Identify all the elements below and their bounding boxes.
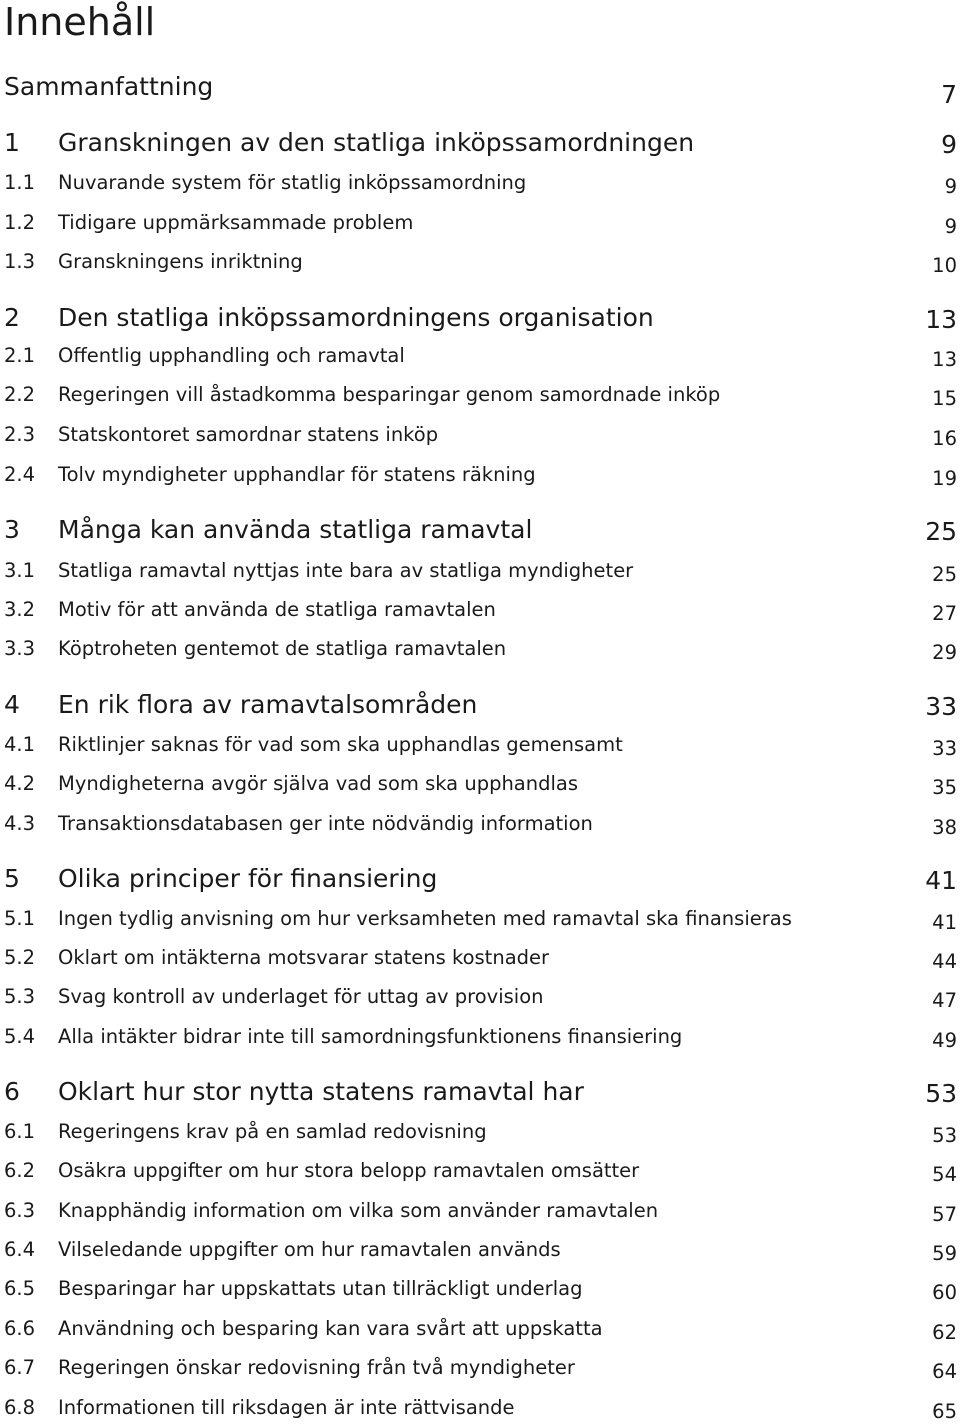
toc-subsection-entry[interactable] — [0, 423, 960, 450]
toc-subsection-entry[interactable] — [0, 1317, 960, 1344]
toc-subsection-entry[interactable] — [0, 637, 960, 664]
toc-subsection-entry[interactable] — [0, 463, 960, 490]
toc-entry-page-number: 64 — [932, 1360, 957, 1383]
toc-entry-number: 6.8 — [4, 1396, 36, 1419]
toc-entry-label: Informationen till riksdagen är inte rättvisande — [58, 1396, 515, 1419]
toc-entry-page-number: 62 — [932, 1321, 957, 1344]
toc-entry-page-number: 15 — [932, 387, 957, 410]
toc-subsection-entry[interactable] — [0, 1396, 960, 1423]
toc-entry-number: 4.3 — [4, 812, 36, 835]
toc-entry-number: 2.3 — [4, 423, 36, 446]
toc-entry-label: Den statliga inköpssamordningens organisation — [58, 303, 654, 332]
toc-entry-label: Regeringens krav på en samlad redovisning — [58, 1120, 487, 1143]
toc-entry-number: 5.2 — [4, 946, 36, 969]
toc-chapter-entry[interactable] — [0, 1077, 960, 1107]
toc-entry-page-number: 16 — [932, 427, 957, 450]
toc-entry-number: 3.1 — [4, 559, 36, 582]
toc-subsection-entry[interactable] — [0, 907, 960, 934]
toc-entry-label: Alla intäkter bidrar inte till samordningsfunktionens finansiering — [58, 1025, 683, 1048]
toc-entry-page-number: 25 — [925, 517, 957, 546]
toc-entry-label: Myndigheterna avgör själva vad som ska upphandlas — [58, 772, 579, 795]
toc-chapter-entry[interactable] — [0, 515, 960, 545]
toc-entry-label: Regeringen vill åstadkomma besparingar genom samordnade inköp — [58, 383, 721, 406]
toc-entry-page-number: 47 — [932, 989, 957, 1012]
toc-entry-label: Transaktionsdatabasen ger inte nödvändig information — [58, 812, 593, 835]
toc-entry-number: 1.1 — [4, 171, 36, 194]
toc-entry-number: 6.5 — [4, 1277, 36, 1300]
toc-subsection-entry[interactable] — [0, 344, 960, 371]
toc-entry-label: Besparingar har uppskattats utan tillräckligt underlag — [58, 1277, 583, 1300]
toc-entry-page-number: 13 — [932, 348, 957, 371]
toc-entry-page-number: 9 — [941, 130, 957, 159]
toc-subsection-entry[interactable] — [0, 772, 960, 799]
toc-entry-label: Oklart hur stor nytta statens ramavtal har — [58, 1077, 584, 1106]
toc-entry-page-number: 53 — [925, 1079, 957, 1108]
toc-entry-page-number: 13 — [925, 305, 957, 334]
toc-entry-label: Olika principer för finansiering — [58, 864, 438, 893]
toc-entry-page-number: 27 — [932, 602, 957, 625]
toc-entry-page-number: 57 — [932, 1203, 957, 1226]
toc-chapter-entry[interactable] — [0, 128, 960, 158]
toc-entry-number: 4 — [4, 690, 20, 719]
toc-entry-label: Osäkra uppgifter om hur stora belopp ramavtalen omsätter — [58, 1159, 640, 1182]
toc-entry-label: Tidigare uppmärksammade problem — [58, 211, 414, 234]
toc-entry-number: 6.4 — [4, 1238, 36, 1261]
toc-entry-page-number: 25 — [932, 563, 957, 586]
toc-subsection-entry[interactable] — [0, 1159, 960, 1186]
toc-entry-page-number: 9 — [944, 175, 957, 198]
toc-entry-label: Vilseledande uppgifter om hur ramavtalen används — [58, 1238, 561, 1261]
toc-entry-label: Sammanfattning — [4, 72, 214, 101]
toc-subsection-entry[interactable] — [0, 1199, 960, 1226]
toc-entry-number: 6.3 — [4, 1199, 36, 1222]
toc-entry-page-number: 33 — [925, 692, 957, 721]
toc-entry-number: 2.1 — [4, 344, 36, 367]
toc-entry-label: Köptroheten gentemot de statliga ramavtalen — [58, 637, 507, 660]
page-title: Innehåll — [4, 0, 156, 44]
toc-entry-number: 6.7 — [4, 1356, 36, 1379]
toc-subsection-entry[interactable] — [0, 1238, 960, 1265]
toc-entry-number: 4.2 — [4, 772, 36, 795]
toc-subsection-entry[interactable] — [0, 946, 960, 973]
toc-entry-label: Riktlinjer saknas för vad som ska upphandlas gemensamt — [58, 733, 623, 756]
toc-entry-page-number: 49 — [932, 1029, 957, 1052]
toc-entry-number: 5 — [4, 864, 20, 893]
toc-entry[interactable] — [0, 72, 960, 109]
toc-subsection-entry[interactable] — [0, 598, 960, 625]
toc-entry-page-number: 7 — [941, 80, 957, 109]
toc-entry-label: Knapphändig information om vilka som använder ramavtalen — [58, 1199, 659, 1222]
toc-entry-label: Statskontoret samordnar statens inköp — [58, 423, 439, 446]
toc-entry-number: 4.1 — [4, 733, 36, 756]
toc-entry-page-number: 41 — [925, 866, 957, 895]
toc-subsection-entry[interactable] — [0, 383, 960, 410]
toc-entry-label: Nuvarande system för statlig inköpssamordning — [58, 171, 527, 194]
toc-entry-label: Svag kontroll av underlaget för uttag av provision — [58, 985, 544, 1008]
toc-subsection-entry[interactable] — [0, 733, 960, 760]
toc-subsection-entry[interactable] — [0, 211, 960, 238]
toc-entry-number: 5.3 — [4, 985, 36, 1008]
toc-entry-label: Tolv myndigheter upphandlar för statens räkning — [58, 463, 536, 486]
toc-entry-label: Regeringen önskar redovisning från två myndigheter — [58, 1356, 575, 1379]
toc-entry-number: 3.2 — [4, 598, 36, 621]
toc-entry-page-number: 41 — [932, 911, 957, 934]
toc-entry-label: Användning och besparing kan vara svårt att uppskatta — [58, 1317, 603, 1340]
toc-subsection-entry[interactable] — [0, 1025, 960, 1052]
toc-entry-number: 5.1 — [4, 907, 36, 930]
toc-chapter-entry[interactable] — [0, 690, 960, 720]
toc-entry-page-number: 29 — [932, 641, 957, 664]
toc-entry-page-number: 53 — [932, 1124, 957, 1147]
toc-subsection-entry[interactable] — [0, 812, 960, 839]
toc-entry-page-number: 44 — [932, 950, 957, 973]
toc-subsection-entry[interactable] — [0, 1356, 960, 1383]
toc-entry-label: Motiv för att använda de statliga ramavtalen — [58, 598, 496, 621]
toc-subsection-entry[interactable] — [0, 250, 960, 277]
toc-subsection-entry[interactable] — [0, 1277, 960, 1304]
toc-entry-page-number: 33 — [932, 737, 957, 760]
toc-entry-page-number: 54 — [932, 1163, 957, 1186]
toc-entry-number: 5.4 — [4, 1025, 36, 1048]
toc-entry-label: En rik flora av ramavtalsområden — [58, 690, 478, 719]
toc-entry-page-number: 59 — [932, 1242, 957, 1265]
toc-entry-label: Offentlig upphandling och ramavtal — [58, 344, 405, 367]
toc-entry-page-number: 60 — [932, 1281, 957, 1304]
toc-entry-label: Oklart om intäkterna motsvarar statens kostnader — [58, 946, 550, 969]
toc-entry-label: Granskningen av den statliga inköpssamordningen — [58, 128, 695, 157]
toc-entry-page-number: 65 — [932, 1400, 957, 1423]
toc-entry-number: 6 — [4, 1077, 20, 1106]
toc-entry-number: 6.1 — [4, 1120, 36, 1143]
toc-entry-label: Granskningens inriktning — [58, 250, 303, 273]
toc-entry-page-number: 35 — [932, 776, 957, 799]
toc-chapter-entry[interactable] — [0, 303, 960, 333]
toc-entry-number: 6.2 — [4, 1159, 36, 1182]
toc-entry-label: Ingen tydlig anvisning om hur verksamheten med ramavtal ska finansieras — [58, 907, 792, 930]
toc-chapter-entry[interactable] — [0, 864, 960, 894]
toc-entry-number: 1.2 — [4, 211, 36, 234]
toc-entry-label: Många kan använda statliga ramavtal — [58, 515, 533, 544]
toc-entry-page-number: 9 — [944, 215, 957, 238]
toc-entry-number: 1.3 — [4, 250, 36, 273]
toc-subsection-entry[interactable] — [0, 559, 960, 586]
toc-entry-page-number: 10 — [932, 254, 957, 277]
toc-entry-number: 2 — [4, 303, 20, 332]
toc-entry-page-number: 38 — [932, 816, 957, 839]
toc-entry-number: 3.3 — [4, 637, 36, 660]
toc-entry-label: Statliga ramavtal nyttjas inte bara av statliga myndigheter — [58, 559, 634, 582]
toc-entry-number: 2.4 — [4, 463, 36, 486]
toc-subsection-entry[interactable] — [0, 985, 960, 1012]
toc-entry-number: 2.2 — [4, 383, 36, 406]
toc-entry-page-number: 19 — [932, 467, 957, 490]
toc-entry-number: 1 — [4, 128, 20, 157]
toc-entry-number: 3 — [4, 515, 20, 544]
toc-subsection-entry[interactable] — [0, 1120, 960, 1147]
toc-subsection-entry[interactable] — [0, 171, 960, 198]
toc-entry-number: 6.6 — [4, 1317, 36, 1340]
